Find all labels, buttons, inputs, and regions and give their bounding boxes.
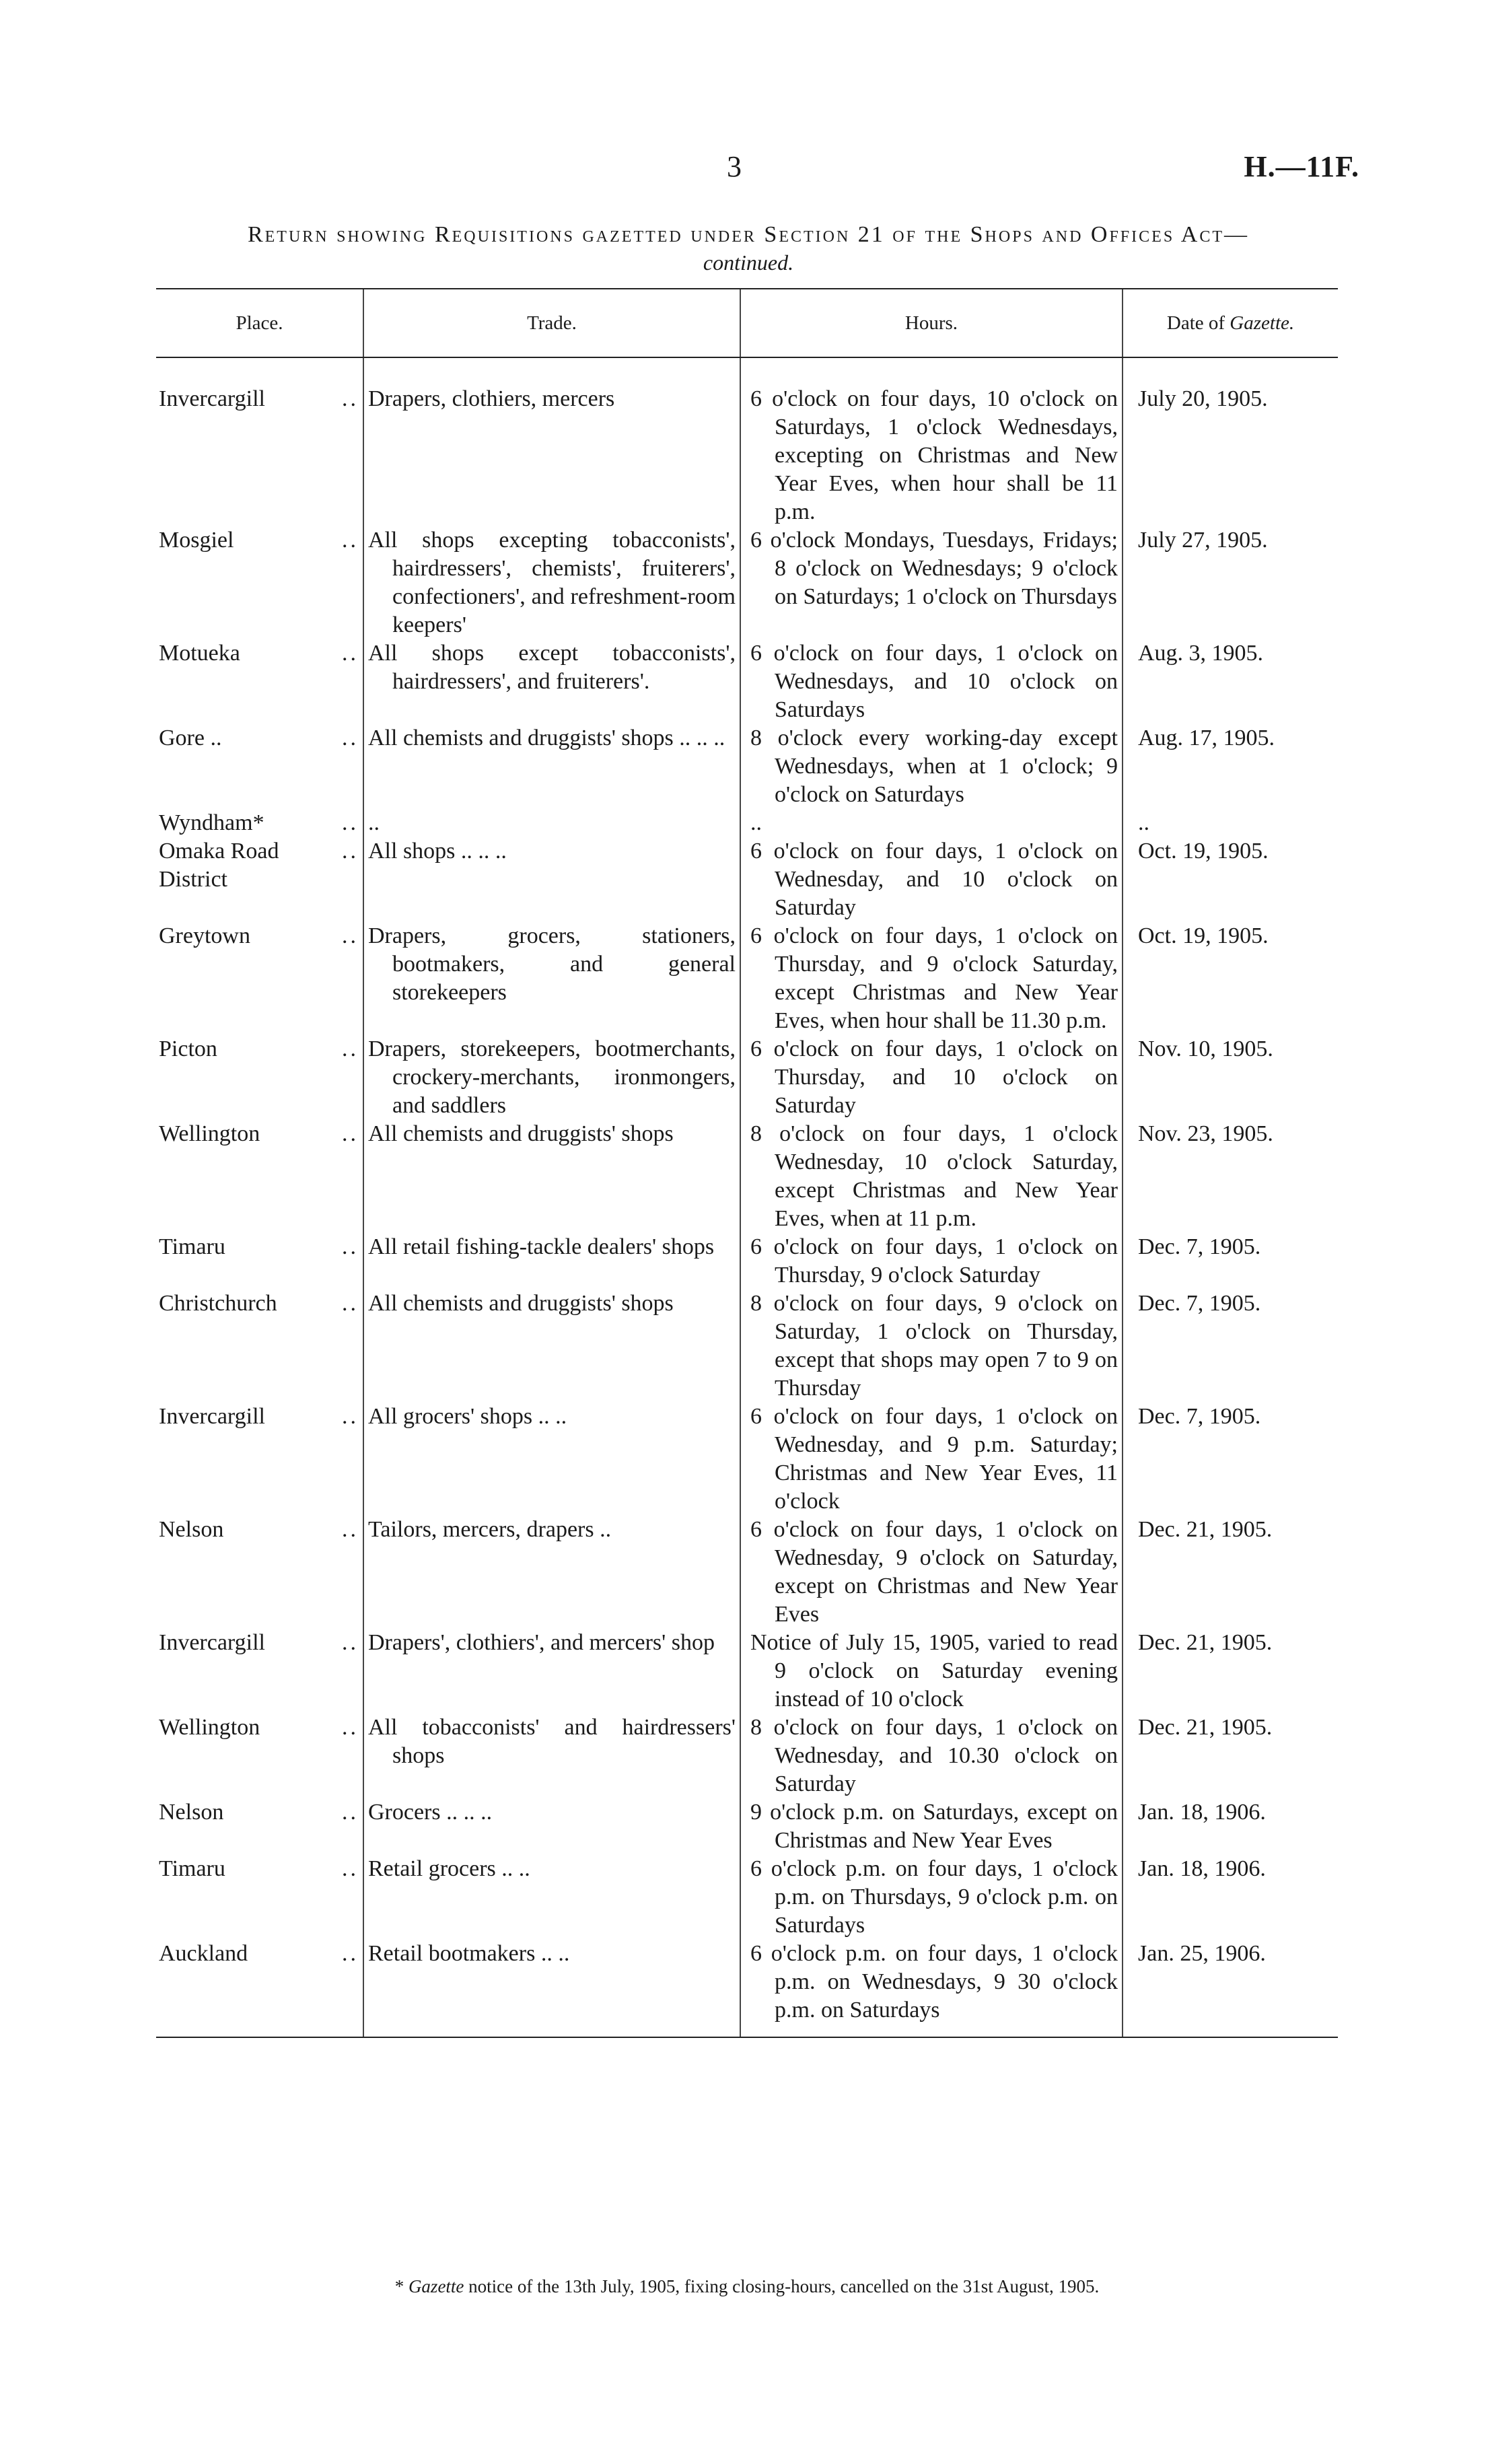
cell-date: Aug. 17, 1905. bbox=[1123, 724, 1338, 809]
place-leader-dots: .. bbox=[342, 641, 359, 666]
trade-text: All tobacconists' and hairdressers' shops bbox=[368, 1715, 736, 1768]
cell-hours bbox=[740, 1120, 1123, 1233]
place-leader-dots: .. bbox=[342, 726, 359, 750]
hours-text: 8 o'clock on four days, 1 o'clock Wednesday, 10 o'clock Saturday, except Christmas and New Year Eves, when at 11 p.m. bbox=[750, 1121, 1118, 1231]
place-name: Wyndham* bbox=[159, 810, 264, 835]
hours-text: 8 o'clock on four days, 1 o'clock on Wednesday, and 10.30 o'clock on Saturday bbox=[750, 1715, 1118, 1796]
cell-date: Dec. 7, 1905. bbox=[1123, 1290, 1338, 1403]
requisitions-table bbox=[156, 288, 1338, 2038]
hours-text: 8 o'clock on four days, 9 o'clock on Saturday, 1 o'clock on Thursday, except that shops may open 7 to 9 on Thursday bbox=[750, 1291, 1118, 1401]
cell-date: Dec. 7, 1905. bbox=[1123, 1403, 1338, 1516]
cell-place bbox=[156, 1516, 363, 1629]
column-header-date-gazette: Gazette. bbox=[1230, 312, 1295, 334]
cell-hours bbox=[740, 357, 1123, 526]
hours-text: Notice of July 15, 1905, varied to read 9 o'clock on Saturday evening instead of 10 o'clock bbox=[750, 1630, 1118, 1712]
place-name: Invercargill bbox=[159, 1404, 265, 1429]
trade-text: All shops excepting tobacconists', hairdressers', chemists', fruiterers', confectioners', and refreshment-room keepers' bbox=[368, 528, 736, 637]
place-name: Greytown bbox=[159, 923, 250, 948]
cell-hours bbox=[740, 1714, 1123, 1798]
cell-place bbox=[156, 1629, 363, 1714]
place-name: Picton bbox=[159, 1036, 217, 1061]
place-leader-dots: .. bbox=[342, 1404, 359, 1429]
column-header-trade: Trade. bbox=[363, 289, 740, 357]
cell-trade bbox=[363, 1516, 740, 1629]
trade-text: Drapers, storekeepers, bootmerchants, crockery-merchants, ironmongers, and saddlers bbox=[368, 1036, 736, 1118]
cell-hours bbox=[740, 724, 1123, 809]
place-name: Auckland bbox=[159, 1941, 248, 1966]
table-row bbox=[156, 1035, 1338, 1120]
cell-place bbox=[156, 526, 363, 639]
place-name: Invercargill bbox=[159, 386, 265, 411]
table-row bbox=[156, 724, 1338, 809]
footnote-star: * bbox=[394, 2276, 408, 2296]
cell-trade bbox=[363, 1403, 740, 1516]
place-leader-dots: .. bbox=[342, 1517, 359, 1542]
cell-date: Oct. 19, 1905. bbox=[1123, 837, 1338, 922]
cell-trade bbox=[363, 1798, 740, 1855]
trade-text: Drapers, grocers, stationers, bootmakers, and general storekeepers bbox=[368, 923, 736, 1005]
trade-text: All retail fishing-tackle dealers' shops bbox=[368, 1234, 715, 1259]
cell-place bbox=[156, 1290, 363, 1403]
place-leader-dots: .. bbox=[342, 1121, 359, 1146]
cell-date: July 20, 1905. bbox=[1123, 357, 1338, 526]
table-row bbox=[156, 639, 1338, 724]
hours-text: 8 o'clock every working-day except Wednesdays, when at 1 o'clock; 9 o'clock on Saturdays bbox=[750, 726, 1118, 807]
trade-text: All grocers' shops .. .. bbox=[368, 1404, 567, 1429]
cell-date: Dec. 21, 1905. bbox=[1123, 1629, 1338, 1714]
cell-date: Dec. 7, 1905. bbox=[1123, 1233, 1338, 1290]
column-header-place: Place. bbox=[156, 289, 363, 357]
place-leader-dots: .. bbox=[342, 1715, 359, 1740]
column-header-hours: Hours. bbox=[740, 289, 1123, 357]
cell-trade bbox=[363, 357, 740, 526]
cell-date: July 27, 1905. bbox=[1123, 526, 1338, 639]
place-leader-dots: .. bbox=[342, 386, 359, 411]
cell-trade bbox=[363, 1035, 740, 1120]
trade-text: All chemists and druggists' shops .. .. .. bbox=[368, 726, 725, 750]
hours-text: 6 o'clock on four days, 10 o'clock on Saturdays, 1 o'clock Wednesdays, excepting on Christmas and New Year Eves, when hour shall be 11 p.m. bbox=[750, 386, 1118, 524]
trade-text: .. bbox=[368, 810, 380, 835]
trade-text: Grocers .. .. .. bbox=[368, 1800, 493, 1825]
column-header-date bbox=[1123, 289, 1338, 357]
cell-trade bbox=[363, 1233, 740, 1290]
hours-text: 6 o'clock p.m. on four days, 1 o'clock p.m. on Wednesdays, 9 30 o'clock p.m. on Saturdays bbox=[750, 1941, 1118, 2022]
place-leader-dots: .. bbox=[342, 1630, 359, 1655]
cell-trade bbox=[363, 1714, 740, 1798]
place-leader-dots: .. bbox=[342, 1856, 359, 1881]
cell-place bbox=[156, 357, 363, 526]
hours-text: 6 o'clock on four days, 1 o'clock on Thursday, and 9 o'clock Saturday, except Christmas and New Year Eves, when hour shall be 11.30 p.m. bbox=[750, 923, 1118, 1033]
footnote bbox=[156, 2276, 1338, 2297]
cell-place bbox=[156, 1855, 363, 1940]
table-title: Return showing Requisitions gazetted under Section 21 of the Shops and Offices Act— bbox=[247, 222, 1250, 247]
place-leader-dots: .. bbox=[342, 528, 359, 553]
place-name: Timaru bbox=[159, 1856, 225, 1881]
footnote-text: notice of the 13th July, 1905, fixing closing-hours, cancelled on the 31st August, 1905. bbox=[464, 2276, 1100, 2296]
hours-text: 9 o'clock p.m. on Saturdays, except on Christmas and New Year Eves bbox=[750, 1800, 1118, 1853]
document-reference: H.—11F. bbox=[1244, 150, 1359, 183]
cell-place bbox=[156, 1798, 363, 1855]
hours-text: 6 o'clock p.m. on four days, 1 o'clock p.m. on Thursdays, 9 o'clock p.m. on Saturdays bbox=[750, 1856, 1118, 1938]
place-name: Nelson bbox=[159, 1800, 224, 1825]
cell-hours bbox=[740, 1940, 1123, 2037]
cell-hours bbox=[740, 1629, 1123, 1714]
cell-trade bbox=[363, 809, 740, 837]
trade-text: All chemists and druggists' shops bbox=[368, 1291, 674, 1316]
cell-trade bbox=[363, 724, 740, 809]
column-header-date-prefix: Date of bbox=[1166, 312, 1230, 334]
table-header-row bbox=[156, 289, 1338, 357]
table-row bbox=[156, 1798, 1338, 1855]
table-row bbox=[156, 1940, 1338, 2037]
table-row bbox=[156, 1516, 1338, 1629]
cell-trade bbox=[363, 526, 740, 639]
cell-trade bbox=[363, 1120, 740, 1233]
place-leader-dots: .. bbox=[342, 1234, 359, 1259]
cell-trade bbox=[363, 1290, 740, 1403]
place-leader-dots: .. bbox=[342, 1941, 359, 1966]
table-row bbox=[156, 1855, 1338, 1940]
table-row bbox=[156, 809, 1338, 837]
cell-date: .. bbox=[1123, 809, 1338, 837]
cell-date: Nov. 23, 1905. bbox=[1123, 1120, 1338, 1233]
page-number: 3 bbox=[727, 150, 742, 183]
cell-trade bbox=[363, 922, 740, 1035]
table-row bbox=[156, 1233, 1338, 1290]
cell-hours bbox=[740, 837, 1123, 922]
hours-text: 6 o'clock on four days, 1 o'clock on Thursday, and 10 o'clock on Saturday bbox=[750, 1036, 1118, 1118]
place-leader-dots: .. bbox=[342, 1800, 359, 1825]
place-name: Wellington bbox=[159, 1715, 260, 1740]
table-title-continued: continued. bbox=[703, 250, 794, 275]
cell-place bbox=[156, 1233, 363, 1290]
cell-place bbox=[156, 809, 363, 837]
cell-place bbox=[156, 639, 363, 724]
cell-trade bbox=[363, 837, 740, 922]
table-row bbox=[156, 357, 1338, 526]
place-name: Gore .. bbox=[159, 726, 222, 750]
place-name: Mosgiel bbox=[159, 528, 234, 553]
cell-place bbox=[156, 1940, 363, 2037]
trade-text: Drapers', clothiers', and mercers' shop bbox=[368, 1630, 715, 1655]
cell-place bbox=[156, 1403, 363, 1516]
table-row bbox=[156, 526, 1338, 639]
cell-date: Nov. 10, 1905. bbox=[1123, 1035, 1338, 1120]
place-name: Invercargill bbox=[159, 1630, 265, 1655]
cell-place bbox=[156, 922, 363, 1035]
footnote-gazette: Gazette bbox=[408, 2276, 464, 2296]
place-leader-dots: .. bbox=[342, 923, 359, 948]
cell-place bbox=[156, 837, 363, 922]
place-name: Wellington bbox=[159, 1121, 260, 1146]
cell-trade bbox=[363, 639, 740, 724]
cell-place bbox=[156, 1714, 363, 1798]
place-name: Timaru bbox=[159, 1234, 225, 1259]
hours-text: 6 o'clock on four days, 1 o'clock on Wednesday, 9 o'clock on Saturday, except on Christmas and New Year Eves bbox=[750, 1517, 1118, 1627]
trade-text: Retail grocers .. .. bbox=[368, 1856, 530, 1881]
cell-place bbox=[156, 1035, 363, 1120]
cell-date: Dec. 21, 1905. bbox=[1123, 1714, 1338, 1798]
cell-hours bbox=[740, 1798, 1123, 1855]
cell-date: Dec. 21, 1905. bbox=[1123, 1516, 1338, 1629]
trade-text: All shops .. .. .. bbox=[368, 839, 507, 864]
place-leader-dots: .. bbox=[342, 839, 359, 864]
hours-text: 6 o'clock Mondays, Tuesdays, Fridays; 8 o'clock on Wednesdays; 9 o'clock on Saturdays; 1 o'clock on Thursdays bbox=[750, 528, 1118, 609]
hours-text: 6 o'clock on four days, 1 o'clock on Wednesday, and 10 o'clock on Saturday bbox=[750, 839, 1118, 920]
cell-date: Jan. 25, 1906. bbox=[1123, 1940, 1338, 2037]
hours-text: 6 o'clock on four days, 1 o'clock on Wednesdays, and 10 o'clock on Saturdays bbox=[750, 641, 1118, 722]
table-row bbox=[156, 1714, 1338, 1798]
cell-place bbox=[156, 1120, 363, 1233]
place-name: Nelson bbox=[159, 1517, 224, 1542]
cell-hours bbox=[740, 1403, 1123, 1516]
cell-date: Jan. 18, 1906. bbox=[1123, 1798, 1338, 1855]
table-row bbox=[156, 1120, 1338, 1233]
table-row bbox=[156, 1403, 1338, 1516]
cell-trade bbox=[363, 1855, 740, 1940]
cell-trade bbox=[363, 1629, 740, 1714]
cell-hours bbox=[740, 1290, 1123, 1403]
cell-trade bbox=[363, 1940, 740, 2037]
trade-text: All chemists and druggists' shops bbox=[368, 1121, 674, 1146]
place-name: Motueka bbox=[159, 641, 240, 666]
cell-hours bbox=[740, 1516, 1123, 1629]
place-name: Omaka Road District bbox=[159, 839, 279, 892]
trade-text: All shops except tobacconists', hairdressers', and fruiterers'. bbox=[368, 641, 736, 694]
cell-date: Jan. 18, 1906. bbox=[1123, 1855, 1338, 1940]
table-row bbox=[156, 1629, 1338, 1714]
place-leader-dots: .. bbox=[342, 1291, 359, 1316]
cell-hours bbox=[740, 639, 1123, 724]
cell-date: Aug. 3, 1905. bbox=[1123, 639, 1338, 724]
table-row bbox=[156, 1290, 1338, 1403]
place-leader-dots: .. bbox=[342, 810, 359, 835]
cell-hours bbox=[740, 1855, 1123, 1940]
hours-text: .. bbox=[750, 810, 762, 835]
cell-hours bbox=[740, 809, 1123, 837]
trade-text: Retail bootmakers .. .. bbox=[368, 1941, 570, 1966]
table-row bbox=[156, 837, 1338, 922]
cell-hours bbox=[740, 922, 1123, 1035]
cell-place bbox=[156, 724, 363, 809]
cell-hours bbox=[740, 526, 1123, 639]
table-row bbox=[156, 922, 1338, 1035]
cell-hours bbox=[740, 1035, 1123, 1120]
hours-text: 6 o'clock on four days, 1 o'clock on Thursday, 9 o'clock Saturday bbox=[750, 1234, 1118, 1288]
cell-hours bbox=[740, 1233, 1123, 1290]
hours-text: 6 o'clock on four days, 1 o'clock on Wednesday, and 9 p.m. Saturday; Christmas and New Year Eves, 11 o'clock bbox=[750, 1404, 1118, 1514]
place-leader-dots: .. bbox=[342, 1036, 359, 1061]
trade-text: Drapers, clothiers, mercers bbox=[368, 386, 615, 411]
trade-text: Tailors, mercers, drapers .. bbox=[368, 1517, 612, 1542]
cell-date: Oct. 19, 1905. bbox=[1123, 922, 1338, 1035]
place-name: Christchurch bbox=[159, 1291, 277, 1316]
